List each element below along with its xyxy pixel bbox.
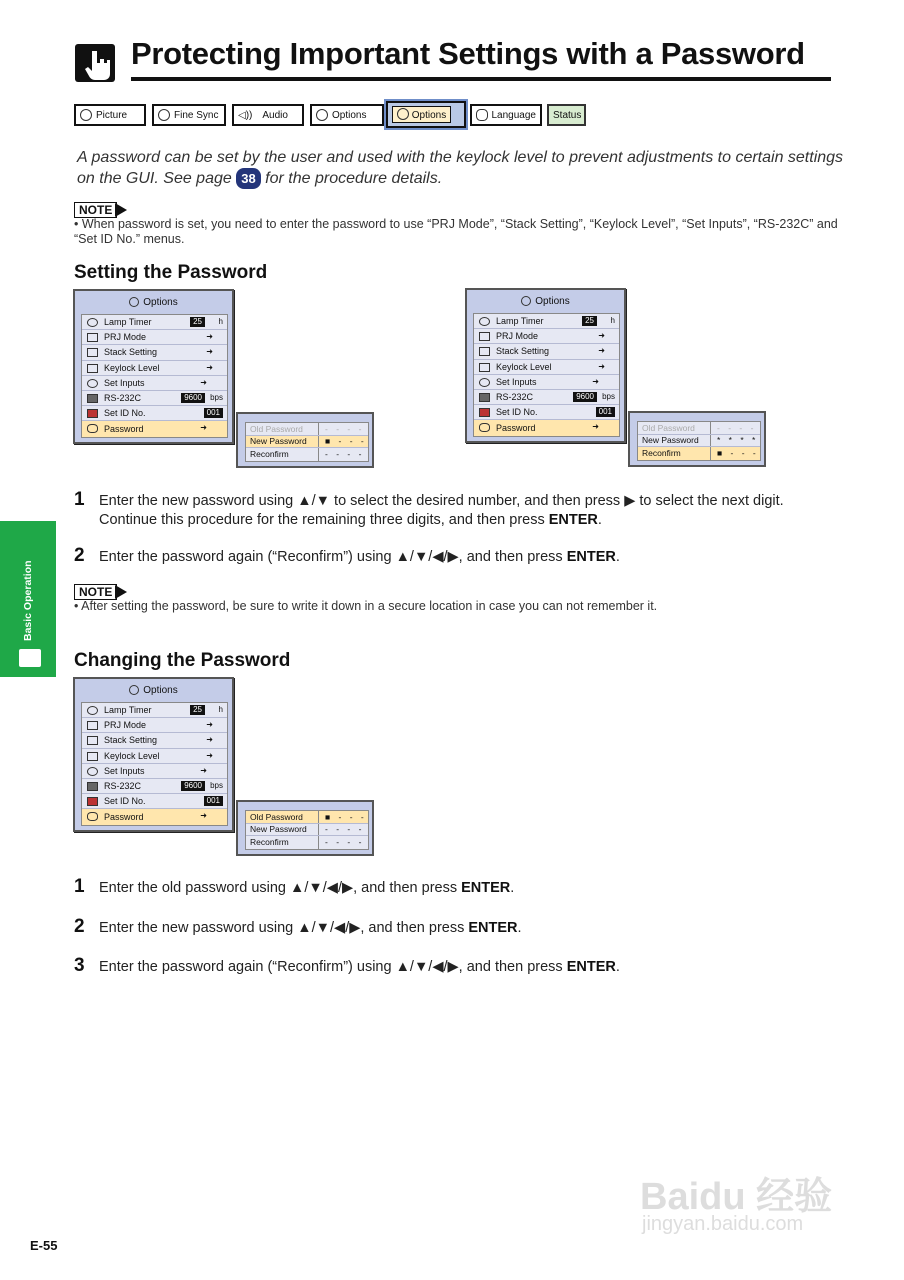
row-value[interactable]: ■ - - -	[325, 436, 367, 447]
gear-icon	[129, 685, 139, 695]
osd-row-set-id[interactable]	[474, 405, 619, 420]
note-arrow-icon	[115, 203, 127, 217]
id-icon	[87, 797, 98, 806]
intro-text-end: for the procedure details.	[265, 170, 443, 187]
arrow-right-icon: ➜	[206, 332, 213, 342]
osd-row-password[interactable]	[82, 421, 227, 436]
note-label: NOTE	[74, 202, 117, 218]
arrow-right-icon: ➜	[206, 362, 213, 372]
password-panel-setting-2	[628, 411, 766, 467]
osd-row-prj-mode[interactable]	[82, 330, 227, 345]
osd-row-password[interactable]	[474, 420, 619, 435]
id-icon	[87, 409, 98, 418]
row-label: New Password	[250, 824, 319, 836]
password-list	[245, 810, 369, 850]
row-label: RS-232C	[104, 781, 142, 792]
changing-step-2: Enter the new password using ▲/▼/◀/▶, and then press ENTER.	[99, 920, 522, 936]
row-value: 9600	[573, 392, 597, 402]
row-label: Stack Setting	[104, 347, 158, 358]
changing-step-1: Enter the old password using ▲/▼/◀/▶, and then press ENTER.	[99, 880, 515, 896]
row-label: Set Inputs	[496, 376, 537, 387]
row-label: Lamp Timer	[104, 705, 152, 716]
side-tab-label: Basic Operation	[22, 560, 34, 641]
arrow-right-icon: ➜	[200, 377, 207, 387]
tab-status-label: Status	[553, 109, 582, 121]
row-label: Keylock Level	[496, 361, 552, 372]
setting-step-1: Enter the new password using ▲/▼ to select the desired number, and then press ▶ to select the next digit. Continue this procedure for the remaining three digits, and then press ENTER.	[99, 493, 784, 528]
row-label: PRJ Mode	[104, 332, 147, 343]
section-heading-changing: Changing the Password	[74, 650, 291, 671]
row-value: 001	[204, 796, 223, 806]
row-unit: bps	[210, 780, 223, 790]
row-value[interactable]: - - - -	[325, 837, 365, 848]
step-number: 1	[74, 876, 85, 897]
section-heading-setting: Setting the Password	[74, 262, 268, 283]
row-label: Reconfirm	[250, 836, 319, 849]
row-label: Set ID No.	[104, 796, 146, 807]
row-value: 25	[190, 317, 205, 327]
hand-pointer-icon	[75, 44, 115, 82]
row-unit: bps	[602, 391, 615, 401]
step-number: 2	[74, 545, 85, 566]
reconfirm-row[interactable]	[246, 836, 368, 849]
fine-sync-icon	[158, 109, 170, 121]
password-list	[245, 422, 369, 462]
stack-icon	[87, 736, 98, 745]
gear-icon	[397, 108, 409, 120]
inputs-icon	[87, 379, 98, 388]
password-list	[637, 421, 761, 461]
row-label: Lamp Timer	[496, 316, 544, 327]
row-unit: h	[218, 317, 223, 326]
tab-options-active-label: Options	[411, 110, 447, 121]
tab-audio-label: Audio	[262, 109, 288, 121]
row-label: RS-232C	[104, 393, 142, 404]
osd-title: Options	[75, 685, 232, 701]
note-label: NOTE	[74, 584, 117, 600]
row-value[interactable]: - - - -	[325, 449, 365, 460]
step-number: 1	[74, 489, 85, 510]
row-label: Password	[496, 422, 536, 433]
osd-row-stack-setting[interactable]	[82, 345, 227, 360]
osd-list	[81, 702, 228, 826]
row-value[interactable]: * * * *	[717, 435, 759, 446]
note-text: • After setting the password, be sure to write it down in a secure location in case you can not remember it.	[74, 599, 658, 613]
arrow-right-icon: ➜	[200, 811, 207, 821]
tab-options-label: Options	[332, 109, 367, 121]
osd-row-rs232c[interactable]	[82, 391, 227, 406]
arrow-right-icon: ➜	[598, 361, 605, 371]
osd-row-set-inputs[interactable]	[474, 375, 619, 390]
row-value: 001	[204, 408, 223, 418]
tab-picture-label: Picture	[96, 109, 128, 121]
password-panel-changing	[236, 800, 374, 856]
tab-fine-sync[interactable]	[152, 104, 226, 126]
row-label: Lamp Timer	[104, 317, 152, 328]
watermark-url: jingyan.baidu.com	[642, 1213, 804, 1235]
tab-options-active[interactable]	[386, 101, 466, 128]
osd-row-keylock-level[interactable]	[82, 361, 227, 376]
projector-icon	[87, 721, 98, 730]
row-unit: h	[218, 705, 223, 714]
new-password-row[interactable]	[246, 824, 368, 837]
intro-text: A password can be set by the user and used with the keylock level to prevent adjustments to certain settings on the GUI. See page	[77, 149, 844, 187]
osd-row-prj-mode[interactable]	[82, 718, 227, 733]
changing-step-3: Enter the password again (“Reconfirm”) using ▲/▼/◀/▶, and then press ENTER.	[99, 959, 620, 975]
row-value: 25	[190, 705, 205, 715]
osd-row-lamp-timer[interactable]	[82, 315, 227, 330]
new-password-row[interactable]	[638, 435, 760, 448]
arrow-right-icon: ➜	[206, 750, 213, 760]
osd-row-lamp-timer[interactable]	[474, 314, 619, 329]
osd-row-set-inputs[interactable]	[82, 376, 227, 391]
row-unit: h	[610, 316, 615, 325]
password-panel-setting-1	[236, 412, 374, 468]
osd-row-rs232c[interactable]	[82, 779, 227, 794]
osd-row-keylock-level[interactable]	[474, 360, 619, 375]
row-label: Stack Setting	[496, 346, 550, 357]
osd-row-password[interactable]	[82, 809, 227, 824]
arrow-right-icon: ➜	[206, 720, 213, 730]
gear-icon	[129, 297, 139, 307]
tab-audio[interactable]	[232, 104, 304, 126]
row-value: 001	[596, 407, 615, 417]
gear-icon	[316, 109, 328, 121]
gear-icon	[521, 296, 531, 306]
stack-icon	[87, 348, 98, 357]
row-label: Set Inputs	[104, 765, 145, 776]
projector-icon	[19, 649, 41, 667]
lock-icon	[87, 752, 98, 761]
osd-row-set-id[interactable]	[82, 794, 227, 809]
page-title: Protecting Important Settings with a Password	[131, 36, 805, 71]
new-password-row[interactable]	[246, 436, 368, 449]
speaker-icon: ◁))	[238, 109, 253, 121]
row-value: 25	[582, 316, 597, 326]
tab-fine-sync-label: Fine Sync	[174, 109, 219, 121]
osd-row-set-inputs[interactable]	[82, 764, 227, 779]
row-label: Old Password	[250, 811, 319, 823]
row-value: - - - -	[717, 422, 757, 433]
osd-list	[81, 314, 228, 438]
serial-port-icon	[479, 393, 490, 402]
inputs-icon	[479, 378, 490, 387]
picture-icon	[80, 109, 92, 121]
row-value: 9600	[181, 393, 205, 403]
projector-icon	[479, 332, 490, 341]
row-label: RS-232C	[496, 392, 534, 403]
osd-menu-setting-1	[73, 289, 234, 444]
osd-title: Options	[75, 297, 232, 313]
arrow-right-icon: ➜	[592, 376, 599, 386]
id-icon	[479, 408, 490, 417]
row-label: Reconfirm	[250, 448, 319, 461]
row-label: New Password	[642, 435, 711, 447]
arrow-right-icon: ➜	[598, 346, 605, 356]
row-label: Password	[104, 423, 144, 434]
title-rule	[131, 77, 831, 81]
tab-status[interactable]	[547, 104, 586, 126]
lock-icon	[87, 364, 98, 373]
tab-picture[interactable]	[74, 104, 146, 126]
arrow-right-icon: ➜	[598, 331, 605, 341]
row-label: New Password	[250, 436, 319, 448]
serial-port-icon	[87, 394, 98, 403]
arrow-right-icon: ➜	[592, 422, 599, 432]
row-label: Set Inputs	[104, 377, 145, 388]
row-label: Set ID No.	[496, 407, 538, 418]
note-arrow-icon	[115, 585, 127, 599]
row-value[interactable]: ■ - - -	[325, 811, 367, 822]
row-label: Password	[104, 811, 144, 822]
key-icon	[87, 812, 98, 821]
row-label: Reconfirm	[642, 447, 711, 460]
old-password-row[interactable]	[246, 811, 368, 824]
arrow-right-icon: ➜	[206, 347, 213, 357]
inputs-icon	[87, 767, 98, 776]
old-password-row	[246, 423, 368, 436]
speech-bubble-icon	[476, 109, 488, 121]
tab-language[interactable]	[470, 104, 542, 126]
osd-list	[473, 313, 620, 437]
serial-port-icon	[87, 782, 98, 791]
note-text: • When password is set, you need to enter the password to use “PRJ Mode”, “Stack Setting”, “Keylock Level”, “Set Inputs”, “RS-232C” and “Set ID No.” menus.	[74, 217, 838, 246]
old-password-row	[638, 422, 760, 435]
row-value[interactable]: - - - -	[325, 824, 365, 835]
row-value: - - - -	[325, 423, 365, 434]
tab-options-active-inner	[392, 106, 451, 123]
row-label: PRJ Mode	[104, 720, 147, 731]
step-number: 2	[74, 916, 85, 937]
row-value: 9600	[181, 781, 205, 791]
tab-language-label: Language	[491, 109, 536, 121]
osd-menu-changing	[73, 677, 234, 832]
clock-icon	[87, 318, 98, 327]
section-side-tab	[0, 521, 56, 677]
row-label: Old Password	[642, 422, 711, 434]
row-label: PRJ Mode	[496, 331, 539, 342]
row-label: Set ID No.	[104, 408, 146, 419]
row-unit: bps	[210, 392, 223, 402]
row-label: Keylock Level	[104, 362, 160, 373]
lock-icon	[479, 363, 490, 372]
reconfirm-row[interactable]	[638, 447, 760, 460]
watermark-logo: Baidu 经验	[640, 1176, 833, 1218]
row-label: Old Password	[250, 423, 319, 435]
osd-row-stack-setting[interactable]	[82, 733, 227, 748]
intro-paragraph	[77, 147, 847, 189]
osd-row-prj-mode[interactable]	[474, 329, 619, 344]
osd-title: Options	[467, 296, 624, 312]
tab-options[interactable]	[310, 104, 384, 126]
step-number: 3	[74, 955, 85, 976]
row-value[interactable]: ■ - - -	[717, 448, 759, 459]
page-reference[interactable]: 38	[236, 168, 260, 189]
osd-row-keylock-level[interactable]	[82, 749, 227, 764]
osd-row-set-id[interactable]	[82, 406, 227, 421]
osd-menu-setting-2	[465, 288, 626, 443]
osd-row-stack-setting[interactable]	[474, 344, 619, 359]
arrow-right-icon: ➜	[206, 735, 213, 745]
clock-icon	[479, 317, 490, 326]
page-number: E-55	[30, 1238, 58, 1253]
arrow-right-icon: ➜	[200, 765, 207, 775]
stack-icon	[479, 347, 490, 356]
clock-icon	[87, 706, 98, 715]
arrow-right-icon: ➜	[200, 423, 207, 433]
setting-step-2: Enter the password again (“Reconfirm”) using ▲/▼/◀/▶, and then press ENTER.	[99, 549, 620, 565]
reconfirm-row[interactable]	[246, 448, 368, 461]
row-label: Keylock Level	[104, 750, 160, 761]
key-icon	[87, 424, 98, 433]
key-icon	[479, 423, 490, 432]
projector-icon	[87, 333, 98, 342]
row-label: Stack Setting	[104, 735, 158, 746]
osd-row-rs232c[interactable]	[474, 390, 619, 405]
osd-row-lamp-timer[interactable]	[82, 703, 227, 718]
